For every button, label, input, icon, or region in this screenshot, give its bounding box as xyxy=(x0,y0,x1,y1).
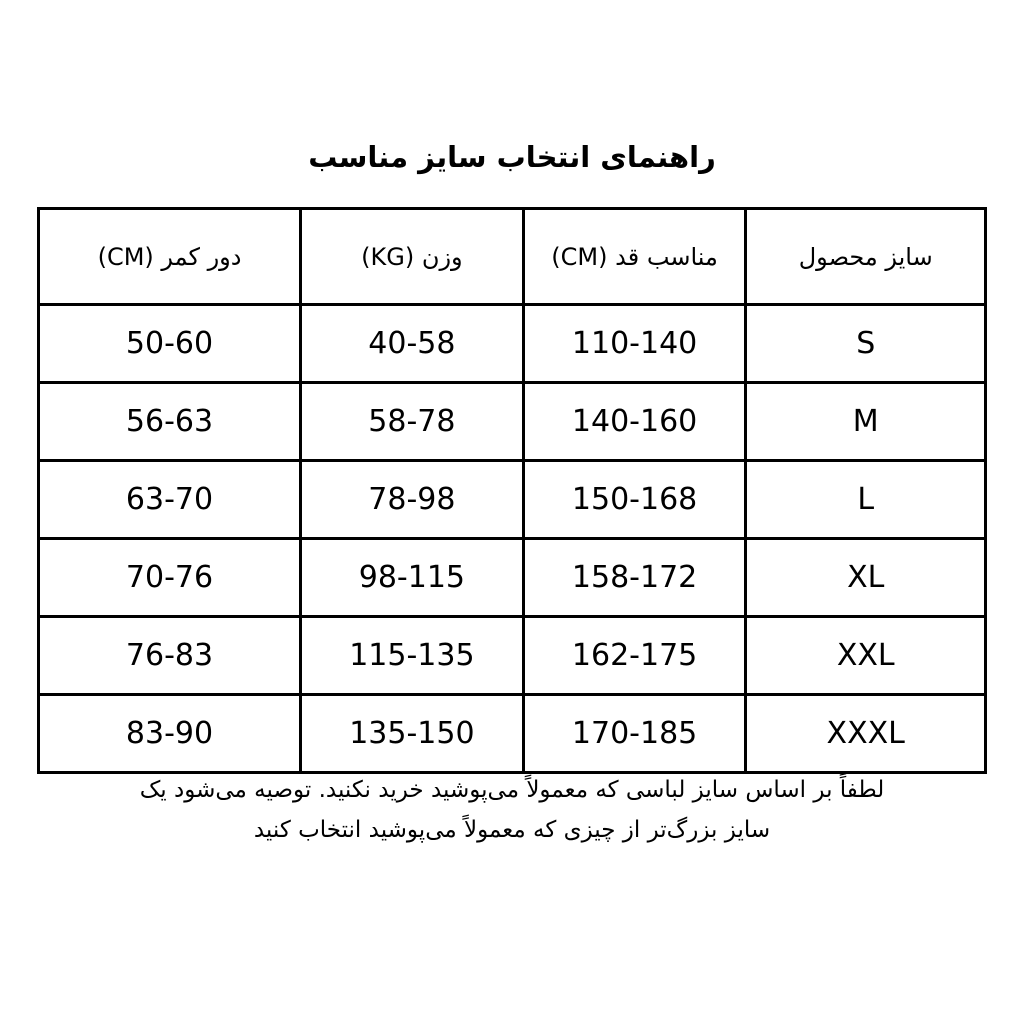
cell-height: 110-140 xyxy=(523,305,746,383)
table-body xyxy=(39,305,986,773)
size-table-container xyxy=(37,207,987,774)
cell-weight: 115-135 xyxy=(301,617,524,695)
column-header-weight: وزن (KG) xyxy=(301,209,524,305)
cell-waist: 50-60 xyxy=(39,305,301,383)
note-line-1: لطفاً بر اساس سایز لباسی که معمولاً می‌پوشید خرید نکنید. توصیه می‌شود یک xyxy=(139,777,885,803)
cell-size: S xyxy=(746,305,986,383)
cell-weight: 78-98 xyxy=(301,461,524,539)
cell-size: XL xyxy=(746,539,986,617)
cell-waist: 76-83 xyxy=(39,617,301,695)
table-row xyxy=(39,383,986,461)
cell-height: 158-172 xyxy=(523,539,746,617)
size-chart-table xyxy=(37,207,987,774)
cell-weight: 40-58 xyxy=(301,305,524,383)
cell-weight: 98-115 xyxy=(301,539,524,617)
cell-size: M xyxy=(746,383,986,461)
cell-waist: 70-76 xyxy=(39,539,301,617)
cell-waist: 63-70 xyxy=(39,461,301,539)
table-row xyxy=(39,461,986,539)
column-header-size: سایز محصول xyxy=(746,209,986,305)
cell-waist: 56-63 xyxy=(39,383,301,461)
cell-size: L xyxy=(746,461,986,539)
table-header xyxy=(39,209,986,305)
cell-weight: 135-150 xyxy=(301,695,524,773)
cell-waist: 83-90 xyxy=(39,695,301,773)
table-row xyxy=(39,539,986,617)
table-row xyxy=(39,695,986,773)
cell-height: 162-175 xyxy=(523,617,746,695)
cell-height: 150-168 xyxy=(523,461,746,539)
table-row xyxy=(39,617,986,695)
cell-weight: 58-78 xyxy=(301,383,524,461)
size-guide-note xyxy=(60,770,964,851)
table-header-row xyxy=(39,209,986,305)
cell-size: XXXL xyxy=(746,695,986,773)
cell-height: 170-185 xyxy=(523,695,746,773)
cell-size: XXL xyxy=(746,617,986,695)
cell-height: 140-160 xyxy=(523,383,746,461)
column-header-waist: دور کمر (CM) xyxy=(39,209,301,305)
page-title: راهنمای انتخاب سایز مناسب xyxy=(308,140,716,174)
table-row xyxy=(39,305,986,383)
column-header-height: مناسب قد (CM) xyxy=(523,209,746,305)
note-line-2: سایز بزرگ‌تر از چیزی که معمولاً می‌پوشید انتخاب کنید xyxy=(253,817,771,844)
